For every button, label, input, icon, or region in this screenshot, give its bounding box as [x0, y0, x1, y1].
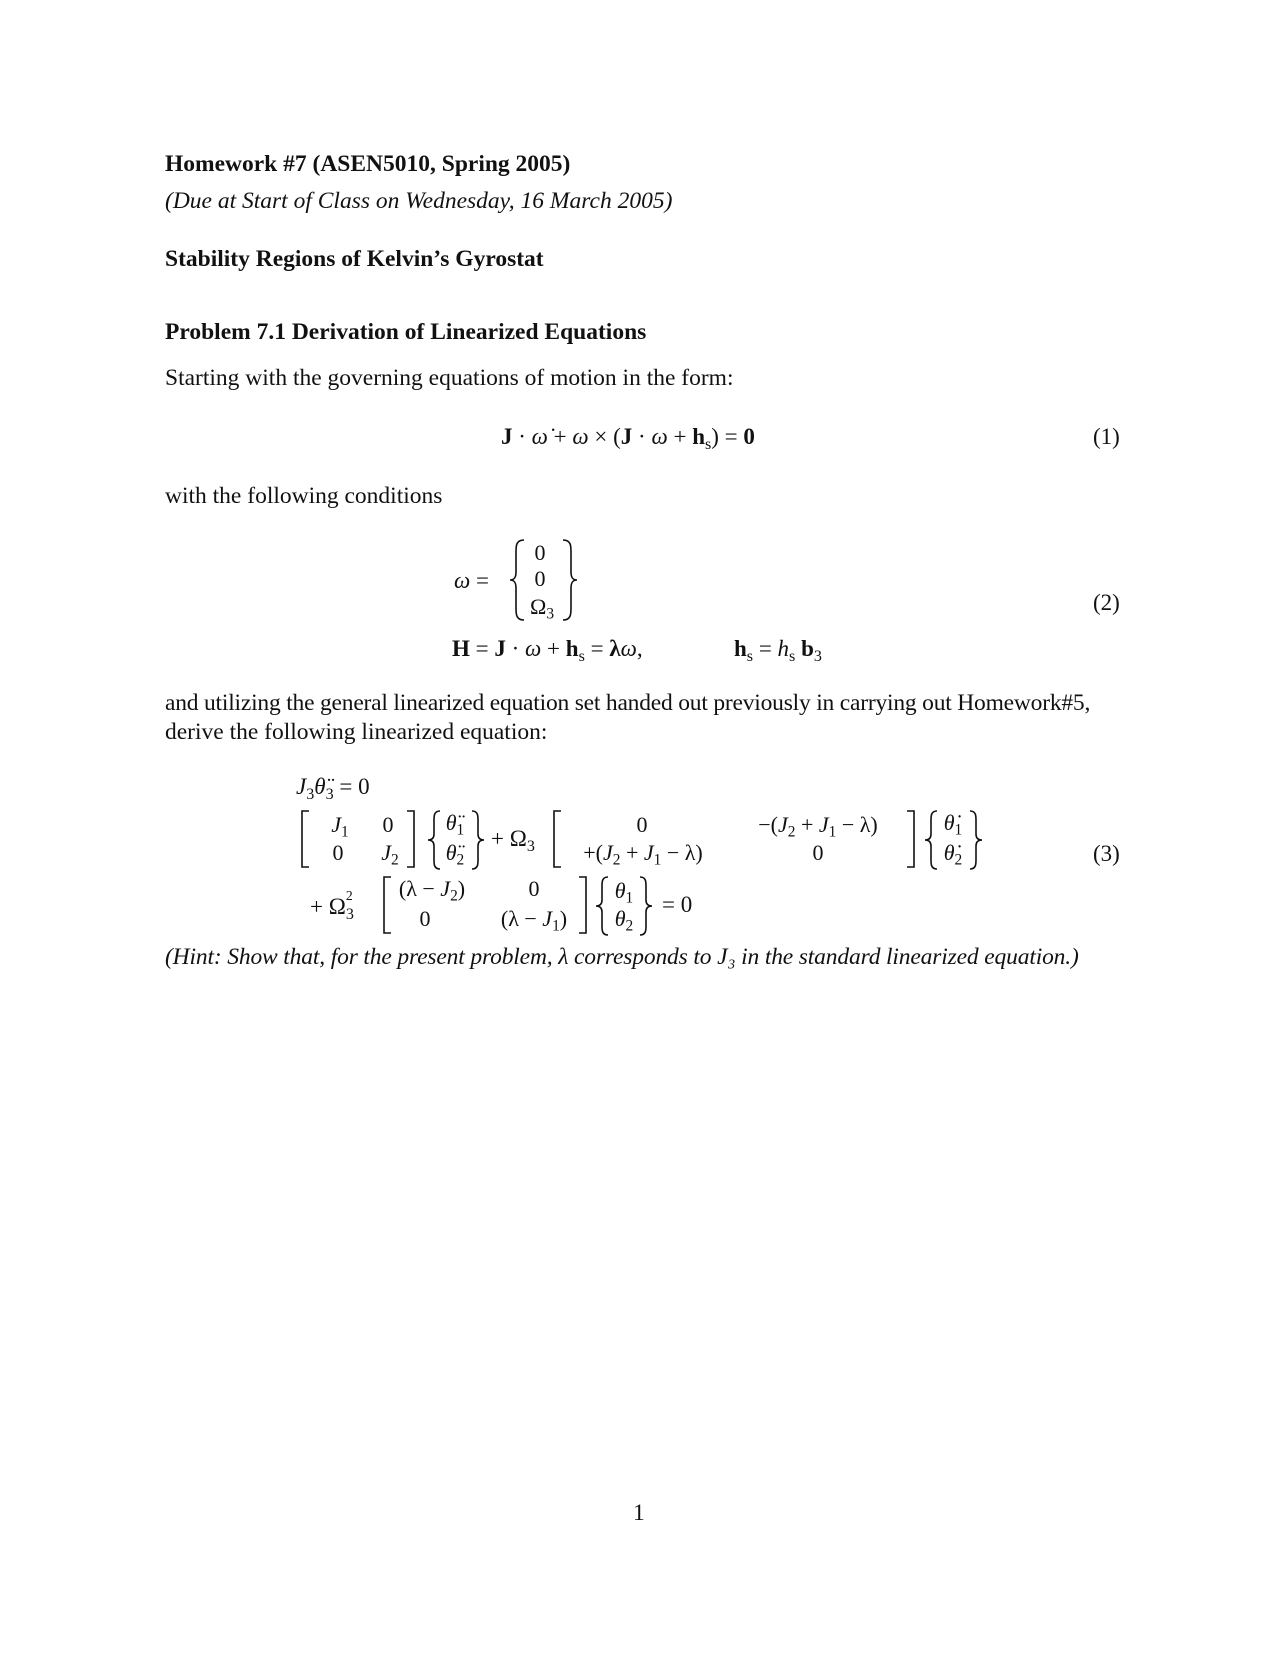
intro-text: Starting with the governing equations of motion in the form:	[165, 365, 734, 391]
paragraph-line-2: derive the following linearized equation:	[165, 719, 548, 745]
equation-1: J · ω̇ + $\omega \times (J \cdot \omega + h_s) = 0$	[501, 424, 755, 453]
hint-text: (Hint: Show that, for the present problem, λ corresponds to J₃ in the standard linearized equation.)	[165, 944, 1079, 970]
right-brace	[563, 538, 583, 622]
document-page: Homework #7 (ASEN5010, Spring 2005) (Due at Start of Class on Wednesday, 16 March 2005) Stability Regions of Kelvin’s Gyrostat Problem 7.1 Derivation of Linearized Equations Starting with the governing equations of motion in the form: J · ω̇ + $\omega \times (J \cdot \omega + h_s) = 0$ (1) with the following conditions ω = 0 0 $\Omega_3$ $H = J \cdot \omega + h_s = \lambda\omega$, $h_s = h_s$ $b_3$ (2) and utilizing the general linearized equation set handed out previously in carrying out Homework#5, derive the following linearized equation: $J_3\thetä_3 = 0$ $J_1$ 0 0 $J_2$ $\thetä_1$ $\thetä_2$ + $\Omega_3$ 0 $-(J_2 + J_1 - \lambda)$ $+(J_2 + J_1 - \lambda)$ 0 $\thetȧ_1$ $\thetȧ_2$ + Ω $_{2 3}$ $(\lambda - J_2)$ 0 0 $(\lambda - J_1)$ $\theta_1$ $\theta_2$ = 0 (3) (Hint: Show that, for the present problem, λ corresponds to J₃ in the standard linearized equation.) 1	[165, 151, 1120, 1526]
equation-number-2: (2)	[1093, 590, 1120, 615]
paragraph-line-1: and utilizing the general linearized equation set handed out previously in carrying out Homework#5,	[165, 690, 1091, 716]
section-title: Stability Regions of Kelvin’s Gyrostat	[165, 246, 544, 272]
equation-number-3: (3)	[1093, 841, 1120, 866]
left-brace	[510, 538, 530, 622]
due-date: (Due at Start of Class on Wednesday, 16 March 2005)	[165, 188, 673, 214]
equation-number-1: (1)	[1093, 424, 1120, 449]
page-number: 1	[633, 1500, 645, 1526]
conditions-text: with the following conditions	[165, 483, 443, 509]
problem-heading: Problem 7.1 Derivation of Linearized Equations	[165, 319, 647, 345]
homework-title: Homework #7 (ASEN5010, Spring 2005)	[165, 151, 571, 177]
